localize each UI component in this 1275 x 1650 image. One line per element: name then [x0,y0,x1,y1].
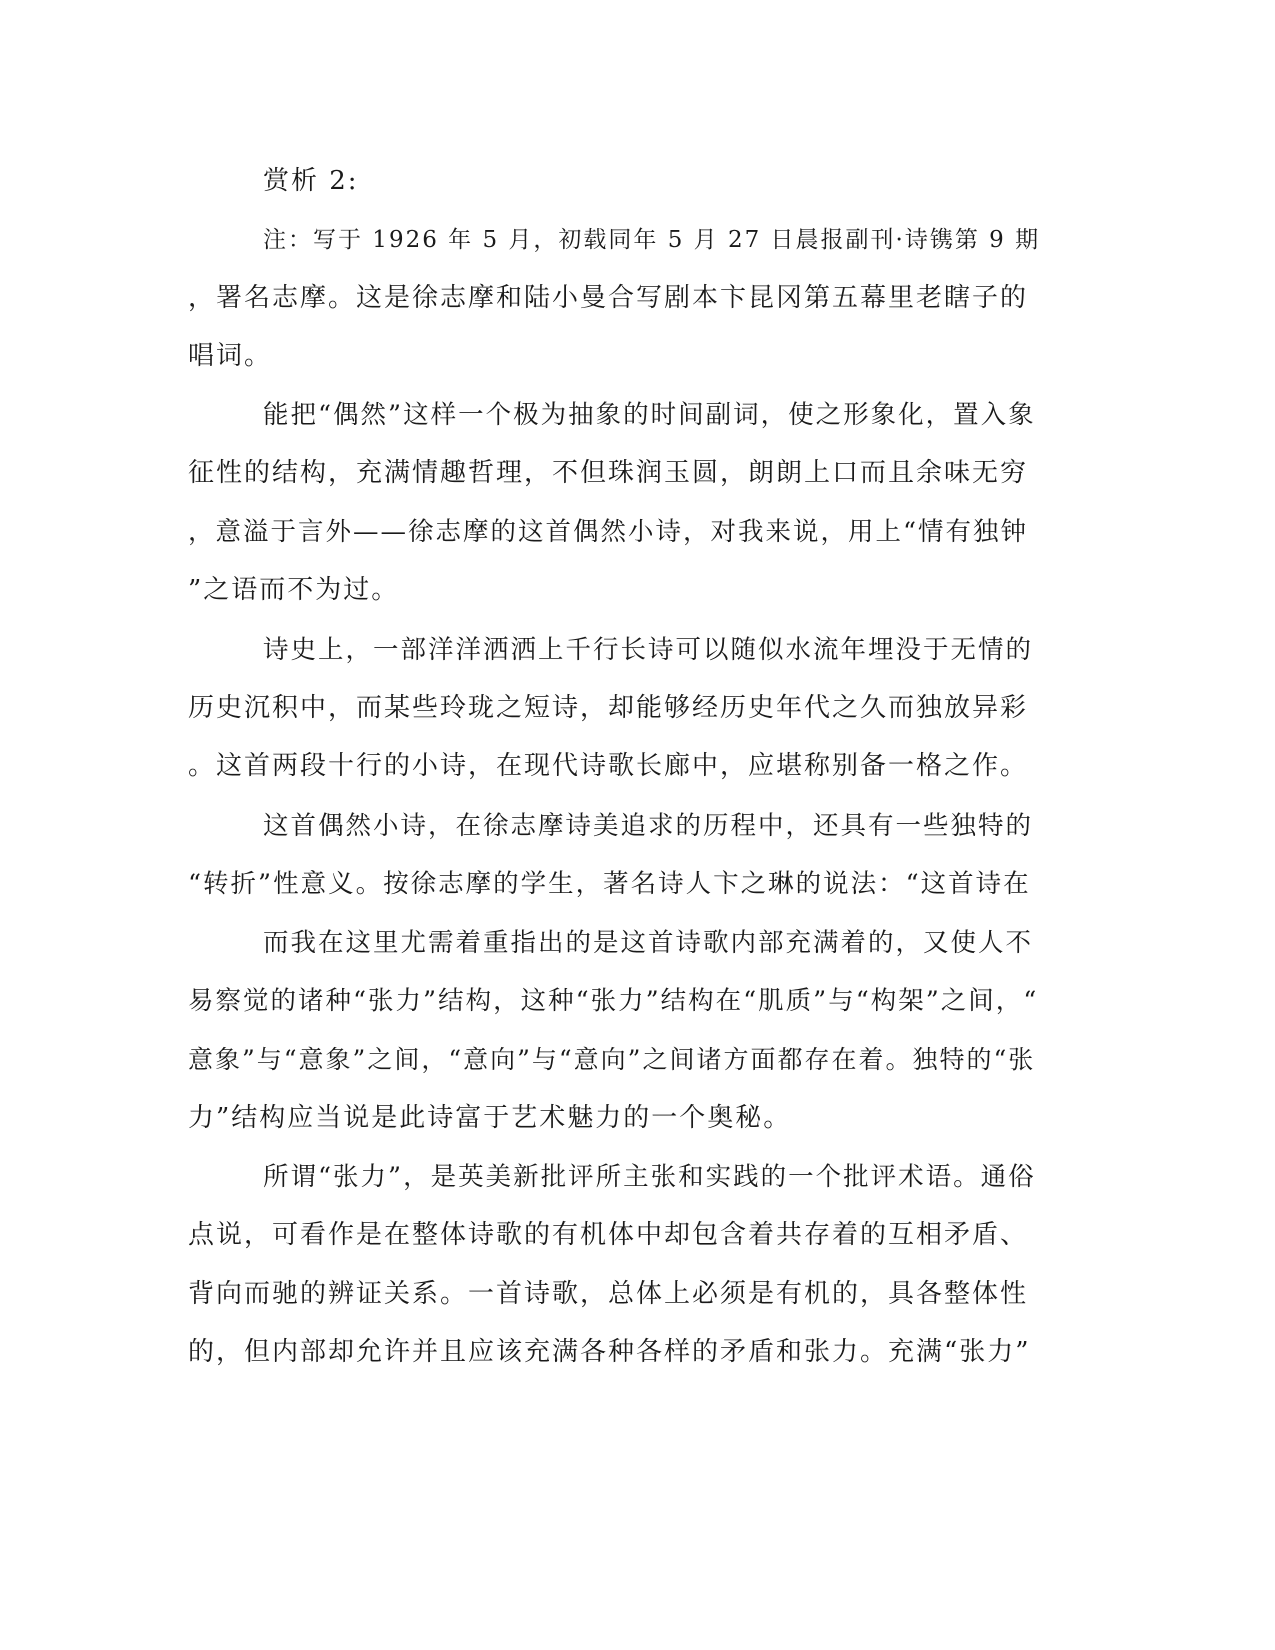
paragraph-1-line-1: 注：写于 1926 年 5 月，初载同年 5 月 27 日晨报副刊·诗镌第 9 期 [263,227,1041,253]
paragraph-3-line-1: 诗史上，一部洋洋洒洒上千行长诗可以随似水流年埋没于无情的 [263,635,1034,665]
paragraph-1-line-3: 唱词。 [188,341,273,371]
paragraph-6-line-3: 背向而驰的辨证关系。一首诗歌，总体上必须是有机的，具各整体性 [188,1279,1029,1309]
paragraph-5-line-4: 力”结构应当说是此诗富于艺术魅力的一个奥秘。 [188,1103,792,1133]
paragraph-6-line-2: 点说，可看作是在整体诗歌的有机体中却包含着共存着的互相矛盾、 [188,1220,1029,1250]
paragraph-3-line-3: 。这首两段十行的小诗，在现代诗歌长廊中，应堪称别备一格之作。 [188,751,1029,781]
paragraph-3-line-2: 历史沉积中，而某些玲珑之短诗，却能够经历史年代之久而独放异彩 [188,693,1029,723]
paragraph-6-line-4: 的，但内部却允许并且应该充满各种各样的矛盾和张力。充满“张力” [188,1337,1031,1367]
paragraph-2-line-1: 能把“偶然”这样一个极为抽象的时间副词，使之形象化，置入象 [263,400,1036,430]
paragraph-5-line-2: 易察觉的诸种“张力”结构，这种“张力”结构在“肌质”与“构架”之间，“ [188,986,1039,1016]
paragraph-1-line-2: ，署名志摩。这是徐志摩和陆小曼合写剧本卞昆冈第五幕里老瞎子的 [188,283,1029,313]
paragraph-5-line-3: 意象”与“意象”之间，“意向”与“意向”之间诸方面都存在着。独特的“张 [188,1045,1036,1074]
paragraph-4-line-2: “转折”性意义。按徐志摩的学生，著名诗人卞之琳的说法：“这首诗在 [188,869,1031,899]
paragraph-4-line-1: 这首偶然小诗，在徐志摩诗美追求的历程中，还具有一些独特的 [263,811,1034,841]
paragraph-2-line-4: ”之语而不为过。 [188,575,400,605]
paragraph-2-line-2: 征性的结构，充满情趣哲理，不但珠润玉圆，朗朗上口而且余味无穷 [188,458,1029,488]
paragraph-6-line-1: 所谓“张力”，是英美新批评所主张和实践的一个批评术语。通俗 [263,1162,1036,1192]
paragraph-5-line-1: 而我在这里尤需着重指出的是这首诗歌内部充满着的，又使人不 [263,928,1034,958]
section-heading: 赏析 2: [263,166,359,196]
paragraph-2-line-3: ，意溢于言外——徐志摩的这首偶然小诗，对我来说，用上“情有独钟 [188,517,1029,547]
